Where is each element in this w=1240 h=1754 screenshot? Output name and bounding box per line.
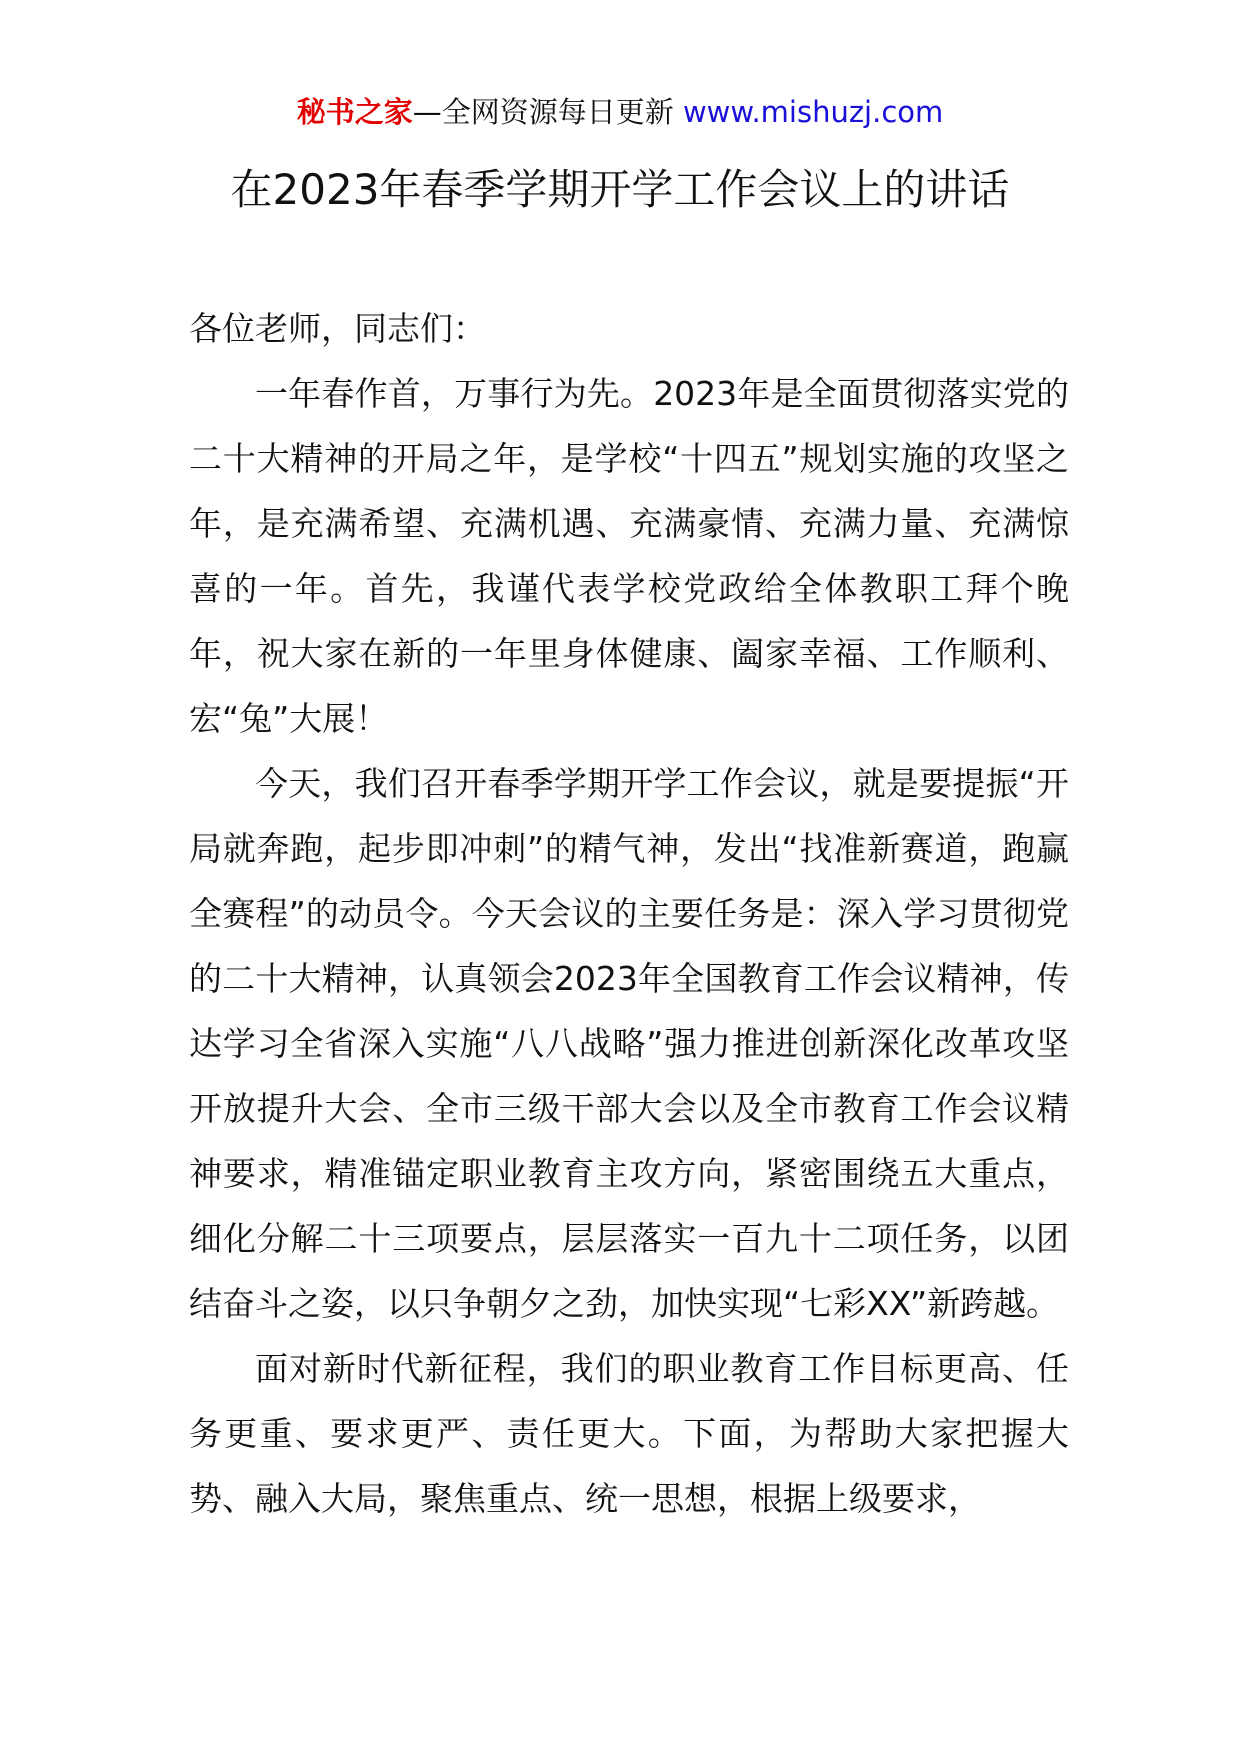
- site-url-link[interactable]: www.mishuzj.com: [682, 95, 944, 129]
- salutation: 各位老师，同志们：: [189, 309, 486, 348]
- document-title: 在2023年春季学期开学工作会议上的讲话: [230, 165, 1010, 214]
- paragraph-3: 面对新时代新征程，我们的职业教育工作目标更高、任务更重、要求更严、责任更大。下面，为帮助大家把握大势、融入大局，聚焦重点、统一思想，根据上级要求，: [189, 1349, 1069, 1518]
- document-body: [189, 296, 1069, 1531]
- paragraph-2: 今天，我们召开春季学期开学工作会议，就是要提振“开局就奔跑，起步即冲刺”的精气神，发出“找准新赛道，跑赢全赛程”的动员令。今天会议的主要任务是：深入学习贯彻党的二十大精神，认真领会2023年全国教育工作会议精神，传达学习全省深入实施“八八战略”强力推进创新深化改革攻坚开放提升大会、全市三级干部大会以及全市教育工作会议精神要求，精准锚定职业教育主攻方向，紧密围绕五大重点，细化分解二十三项要点，层层落实一百九十二项任务，以团结奋斗之姿，以只争朝夕之劲，加快实现“七彩XX”新跨越。: [189, 764, 1069, 1323]
- site-header: [0, 92, 1240, 132]
- paragraph-1: 一年春作首，万事行为先。2023年是全面贯彻落实党的二十大精神的开局之年，是学校“十四五”规划实施的攻坚之年，是充满希望、充满机遇、充满豪情、充满力量、充满惊喜的一年。首先，我谨代表学校党政给全体教职工拜个晚年，祝大家在新的一年里身体健康、阖家幸福、工作顺利、宏“兔”大展！: [189, 374, 1069, 738]
- brand-name: 秘书之家: [296, 95, 413, 129]
- header-slogan: —全网资源每日更新: [412, 95, 674, 129]
